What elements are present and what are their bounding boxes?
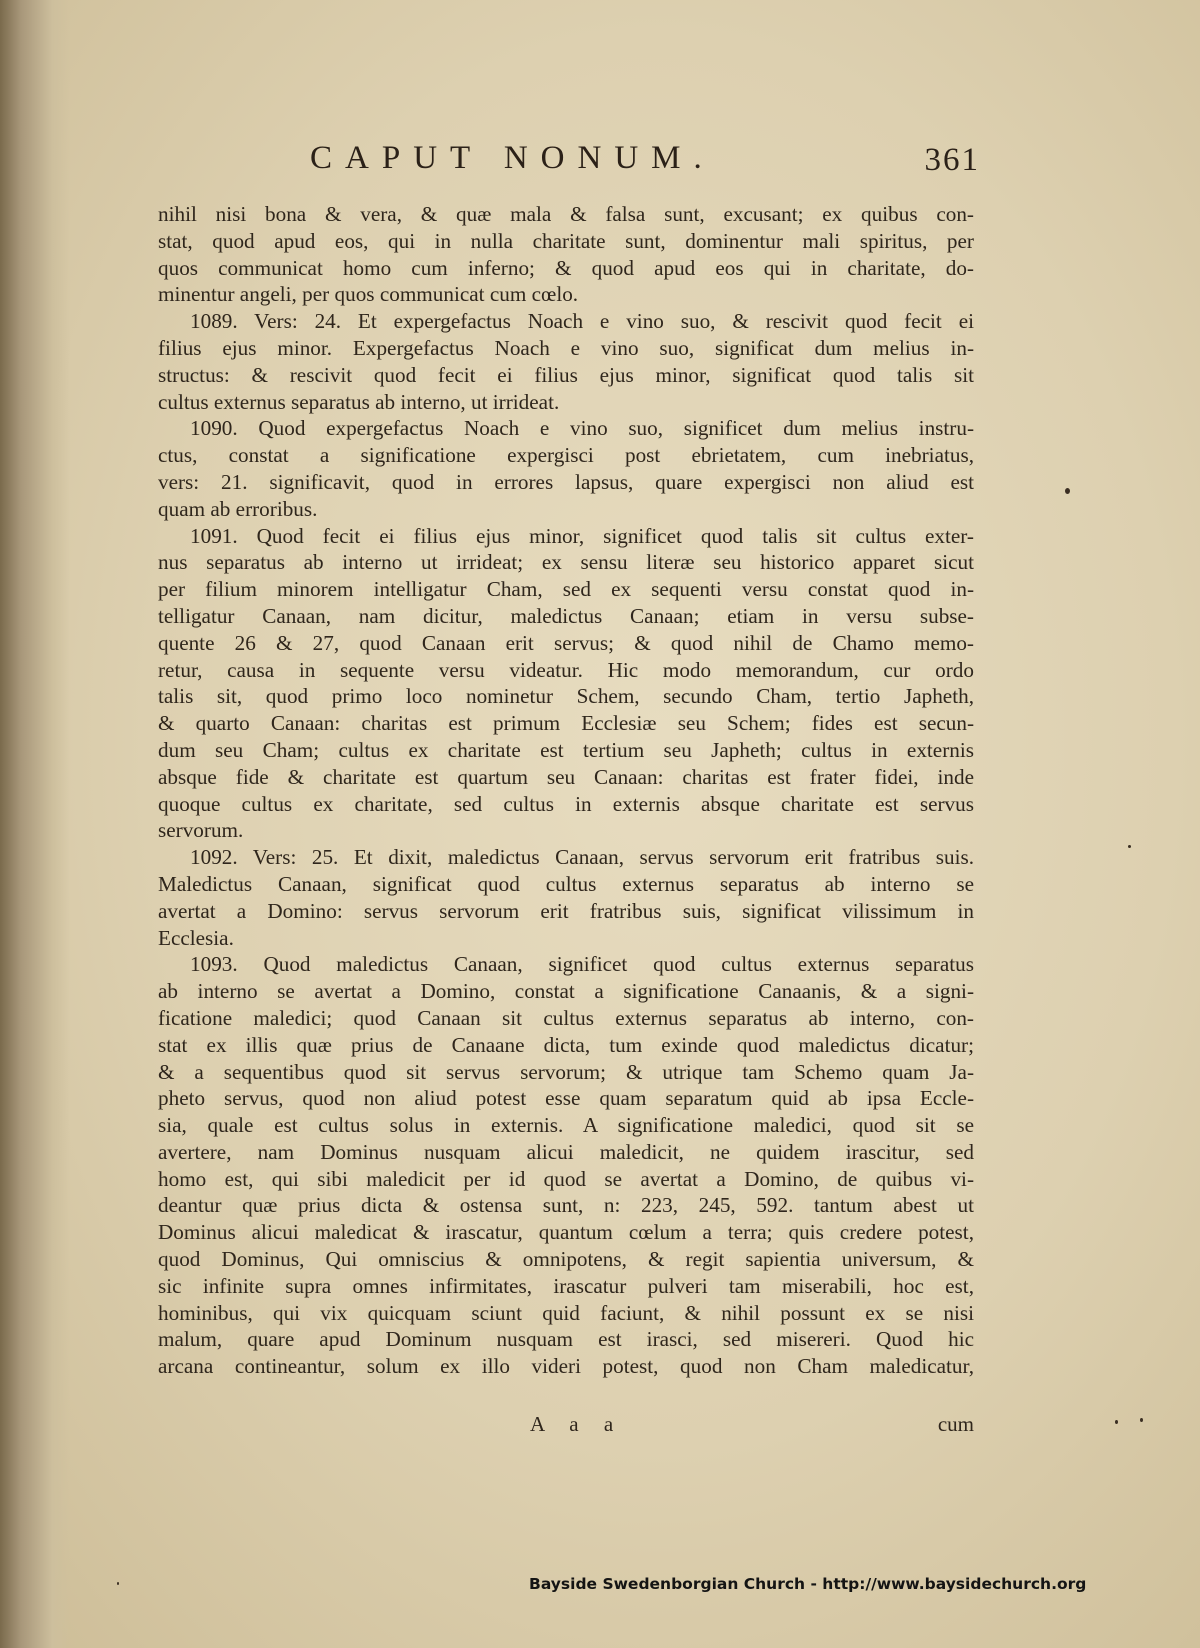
text-line: quos communicat homo cum inferno; & quod apud eos qui in charitate, do- bbox=[158, 255, 974, 280]
text-line: sic infinite supra omnes infirmitates, irascatur pulveri tam miserabili, hoc est, bbox=[158, 1273, 974, 1298]
paper-speck bbox=[117, 1582, 119, 1585]
text-line: & quarto Canaan: charitas est primum Ecclesiæ seu Schem; fides est secun- bbox=[158, 711, 974, 736]
text-line: avertat a Domino: servus servorum erit fratribus suis, significat vilissimum in bbox=[158, 898, 974, 923]
paper-speck bbox=[1140, 1418, 1143, 1422]
paper-speck bbox=[1065, 488, 1070, 494]
catchword: cum bbox=[937, 1412, 974, 1436]
text-line: 1092. Vers: 25. Et dixit, maledictus Canaan, servus servorum erit fratribus suis. bbox=[190, 845, 974, 870]
text-line: dum seu Cham; cultus ex charitate est tertium seu Japheth; cultus in externis bbox=[158, 737, 974, 762]
text-line: filius ejus minor. Expergefactus Noach e vino suo, significat dum melius in- bbox=[158, 335, 974, 360]
text-line: 1093. Quod maledictus Canaan, significet quod cultus externus separatus bbox=[190, 952, 974, 977]
text-line: minentur angeli, per quos communicat cum cœlo. bbox=[158, 282, 579, 307]
paper-speck bbox=[1115, 1420, 1118, 1424]
text-line: cultus externus separatus ab interno, ut irrideat. bbox=[158, 389, 560, 414]
text-line: structus: & rescivit quod fecit ei filius ejus minor, significat quod talis sit bbox=[158, 362, 974, 387]
book-gutter-shadow bbox=[0, 0, 70, 1648]
text-line: arcana contineantur, solum ex illo videri potest, quod non Cham maledicatur, bbox=[158, 1354, 974, 1379]
page-footer bbox=[158, 1412, 974, 1442]
text-line: nus separatus ab interno ut irrideat; ex sensu literæ seu historico apparet sicut bbox=[158, 550, 974, 575]
text-line: Dominus alicui maledicat & irascatur, quantum cœlum a terra; quis credere potest, bbox=[158, 1220, 974, 1245]
text-line: Maledictus Canaan, significat quod cultus externus separatus ab interno se bbox=[158, 871, 974, 896]
text-line: quam ab erroribus. bbox=[158, 496, 318, 521]
text-line: vers: 21. significavit, quod in errores lapsus, quare expergisci non aliud est bbox=[158, 469, 974, 494]
text-line: 1090. Quod expergefactus Noach e vino suo, significet dum melius instru- bbox=[190, 416, 974, 441]
text-line: ficatione maledici; quod Canaan sit cultus externus separatus ab interno, con- bbox=[158, 1005, 974, 1030]
running-title: CAPUT NONUM. bbox=[310, 140, 715, 176]
text-line: servorum. bbox=[158, 818, 244, 843]
paper-speck bbox=[1128, 845, 1131, 848]
text-line: absque fide & charitate est quartum seu Canaan: charitas est frater fidei, inde bbox=[158, 764, 974, 789]
text-line: quoque cultus ex charitate, sed cultus in externis absque charitate est servus bbox=[158, 791, 974, 816]
signature-mark: A a a bbox=[530, 1412, 624, 1436]
text-line: Ecclesia. bbox=[158, 925, 234, 950]
text-line: & a sequentibus quod sit servus servorum; & utrique tam Schemo quam Ja- bbox=[158, 1059, 974, 1084]
text-line: per filium minorem intelligatur Cham, sed ex sequenti versu constat quod in- bbox=[158, 577, 974, 602]
text-line: stat ex illis quæ prius de Canaane dicta, tum exinde quod maledictus dicatur; bbox=[158, 1032, 974, 1057]
text-line: homo est, qui sibi maledicit per id quod se avertat a Domino, de quibus vi- bbox=[158, 1166, 974, 1191]
text-line: nihil nisi bona & vera, & quæ mala & falsa sunt, excusant; ex quibus con- bbox=[158, 202, 974, 226]
text-line: quod Dominus, Qui omniscius & omnipotens, & regit sapientia universum, & bbox=[158, 1247, 974, 1272]
text-line: telligatur Canaan, nam dicitur, maledictus Canaan; etiam in versu subse- bbox=[158, 603, 974, 628]
text-line: 1091. Quod fecit ei filius ejus minor, significet quod talis sit cultus exter- bbox=[190, 523, 974, 548]
text-line: ctus, constat a significatione expergisci post ebrietatem, cum inebriatus, bbox=[158, 443, 974, 468]
text-line: sia, quale est cultus solus in externis. A significatione maledici, quod sit se bbox=[158, 1113, 974, 1138]
text-line: retur, causa in sequente versu videatur. Hic modo memorandum, cur ordo bbox=[158, 657, 974, 682]
text-line: malum, quare apud Dominum nusquam est irasci, sed misereri. Quod hic bbox=[158, 1327, 974, 1352]
page-number: 361 bbox=[924, 142, 980, 178]
body-text bbox=[158, 201, 974, 1380]
text-line: avertere, nam Dominus nusquam alicui maledicit, ne quidem irascitur, sed bbox=[158, 1139, 974, 1164]
text-line: hominibus, qui vix quicquam sciunt quid faciunt, & nihil possunt ex se nisi bbox=[158, 1300, 974, 1325]
text-line: deantur quæ prius dicta & ostensa sunt, n: 223, 245, 592. tantum abest ut bbox=[158, 1193, 974, 1218]
credit-watermark: Bayside Swedenborgian Church - http://www.baysidechurch.org bbox=[529, 1575, 1087, 1593]
text-line: stat, quod apud eos, qui in nulla charitate sunt, dominentur mali spiritus, per bbox=[158, 228, 974, 253]
text-line: pheto servus, quod non aliud potest esse quam separatum quid ab ipsa Eccle- bbox=[158, 1086, 974, 1111]
text-line: ab interno se avertat a Domino, constat a significatione Canaanis, & a signi- bbox=[158, 979, 974, 1004]
text-line: quente 26 & 27, quod Canaan erit servus; & quod nihil de Chamo memo- bbox=[158, 630, 974, 655]
text-line: 1089. Vers: 24. Et expergefactus Noach e vino suo, & rescivit quod fecit ei bbox=[190, 309, 974, 334]
text-line: talis sit, quod primo loco nominetur Schem, secundo Cham, tertio Japheth, bbox=[158, 684, 974, 709]
page-header bbox=[160, 140, 980, 188]
